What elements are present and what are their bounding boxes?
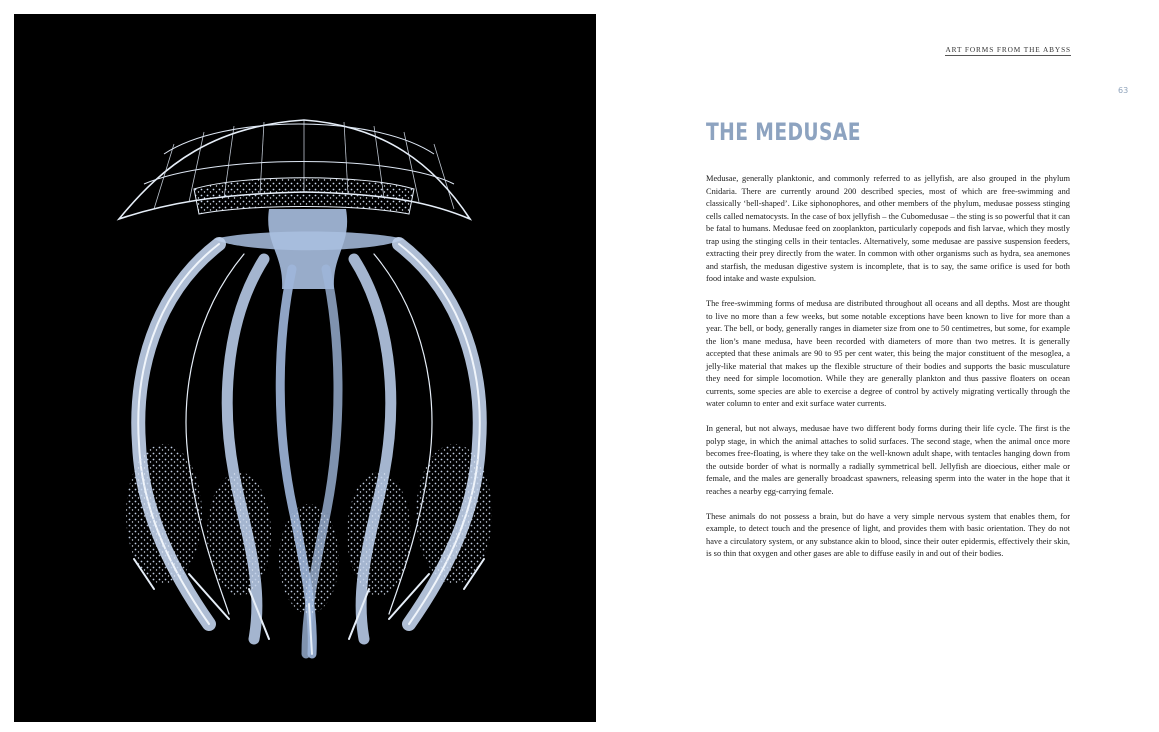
article-body — [706, 173, 1070, 573]
page-number: 63 — [1118, 86, 1129, 95]
paragraph: The free-swimming forms of medusa are distributed throughout all oceans and all depths. Most are thought to live no more than a few weeks, but some notable exceptions have been known to live for more than a year. The bell, or body, generally ranges in diameter size from one to 50 centimetres, but some, for example the lion’s mane medusa, have been recorded with diameters of more than two metres. It is generally accepted that these animals are 90 to 95 per cent water, this being the major constituent of the mesoglea, a jelly-like material that makes up the flexible structure of their bodies and supports the basic musculature they need for simple locomotion. While they are generally plankton and thus passive floaters on ocean currents, some species are able to exercise a degree of control by actively migrating vertically through the water column to enter and exit surface water currents. — [706, 299, 1070, 408]
paragraph: In general, but not always, medusae have two different body forms during their life cycle. The first is the polyp stage, in which the animal attaches to solid surfaces. The second stage, when the animal once more becomes free-floating, is where they take on the well-known adult shape, with tentacles hanging down from the outside border of what is normally a radially symmetrical bell. Jellyfish are dioecious, either male or female, and the males are generally broadcast spawners, releasing sperm into the water in the hope that it reaches a nearby egg-carrying female. — [706, 424, 1070, 496]
paragraph: These animals do not possess a brain, but do have a very simple nervous system that enables them, for example, to detect touch and the presence of light, and provides them with basic orientation. They do not have a circulatory system, or any substance akin to blood, since their outer epidermis, effectively their skin, is so thin that oxygen and other gases are able to diffuse easily in and out of their bodies. — [706, 511, 1070, 558]
illustration-plate — [14, 14, 596, 722]
page-title: THE MEDUSAE — [706, 118, 861, 146]
paragraph: Medusae, generally planktonic, and commonly referred to as jellyfish, are also grouped in the phylum Cnidaria. There are currently around 200 described species, most of which are free-swimming and classically ‘bell-shaped’. Like siphonophores, and other members of the phylum, medusae possess stinging cells called nematocysts. In the case of box jellyfish – the Cubomedusae – the sting is so powerful that it can be fatal to humans. Medusae feed on zooplankton, particularly copepods and fish larvae, which they mostly trap using the stinging cells in their tentacles. Alternatively, some medusae are passive suspension feeders, extracting their prey directly from the water. In common with other organisms such as hydra, sea anemones and starfish, the medusan digestive system is incomplete, that is to say, the same orifice is used for both food intake and waste expulsion. — [706, 174, 1070, 283]
running-head: ART FORMS FROM THE ABYSS — [945, 45, 1071, 54]
jellyfish-illustration — [14, 14, 596, 722]
